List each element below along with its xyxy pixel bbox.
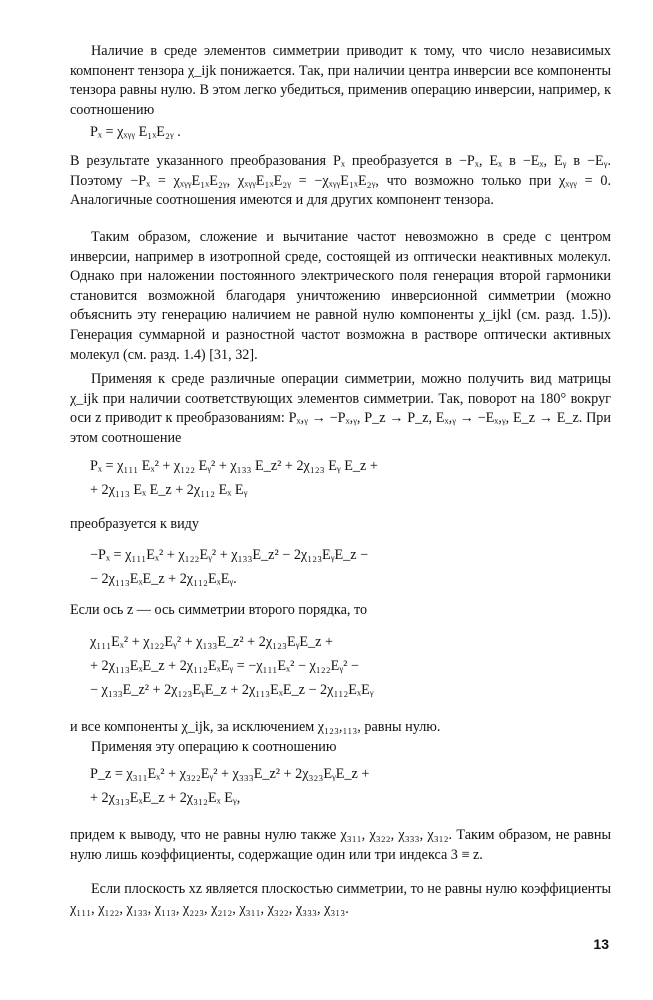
paragraph-rotation: Применяя к среде различные операции симметрии, можно получить вид матрицы χ_ijk при наличии соответствующих элементов симметрии. Так, поворот на 180° вокруг оси z приводит к преобразованиям: Pₓ,ᵧ → −Pₓ,ᵧ, P_z → P_z, Eₓ,ᵧ → −Eₓ,ᵧ, E_z → E_z. При этом соотношение [70,371,611,446]
equation-line: Pₓ = χ₁₁₁ Eₓ² + χ₁₂₂ Eᵧ² + χ₁₃₃ E_z² + 2χ₁₂₃ Eᵧ E_z + [90,458,378,474]
equation-line: + 2χ₁₁₃EₓE_z + 2χ₁₁₂EₓEᵧ = −χ₁₁₁Eₓ² − χ₁₂₂Eᵧ² − [90,658,359,674]
equation-line: − 2χ₁₁₃EₓE_z + 2χ₁₁₂EₓEᵧ. [90,571,237,587]
paragraph-frequency-mixing: Таким образом, сложение и вычитание частот невозможно в среде с центром инверсии, например в изотропной среде, состоящей из оптически неактивных молекул. Однако при наложении постоянного электрического поля генерация второй гармоники становится возможной благодаря уничтожению инверсионной симметрии (можно объяснить эту генерацию наличием не равной нулю компоненты χ_ijkl (см. разд. 1.5)). Генерация суммарной и разностной частот возможна в растворе оптически активных молекул (см. разд. 1.4) [31, 32]. [70,229,611,363]
paragraph-xz-plane: Если плоскость xz является плоскостью симметрии, то не равны нулю коэффициенты χ₁₁₁, χ₁₂₂, χ₁₃₃, χ₁₁₃, χ₂₂₃, χ₂₁₂, χ₃₁₁, χ₃₂₂, χ₃₃₃, χ₃₁₃. [70,881,611,917]
paragraph-all-components: и все компоненты χ_ijk, за исключением χ₁₂₃,₁₁₃, равны нулю. [70,719,441,735]
paragraph-apply-operation: Применяя эту операцию к соотношению [91,739,337,755]
equation-minus-px [90,543,610,591]
equation-line: + 2χ₁₁₃ Eₓ E_z + 2χ₁₁₂ Eₓ Eᵧ [90,482,248,498]
equation-line: + 2χ₃₁₃EₓE_z + 2χ₃₁₂Eₓ Eᵧ, [90,790,241,806]
equation-px [90,120,610,144]
paragraph-transforms-to: преобразуется к виду [70,516,199,532]
page-number: 13 [593,936,609,952]
equation-px-full [90,454,610,502]
paragraph-inversion-result: В результате указанного преобразования Pₓ преобразуется в −Pₓ, Eₓ в −Eₓ, Eᵧ в −Eᵧ. Поэтому −Pₓ = χₓᵧᵧE₁ₓE₂ᵧ, χₓᵧᵧE₁ₓE₂ᵧ = −χₓᵧᵧE₁ₓE₂ᵧ, что возможно только при χₓᵧᵧ = 0. Аналогичные соотношения имеются и для других компонент тензора. [70,153,611,209]
equation-line: χ₁₁₁Eₓ² + χ₁₂₂Eᵧ² + χ₁₃₃E_z² + 2χ₁₂₃EᵧE_z + [90,634,333,650]
equation-line: −Pₓ = χ₁₁₁Eₓ² + χ₁₂₂Eᵧ² + χ₁₃₃E_z² − 2χ₁₂₃EᵧE_z − [90,547,369,563]
paragraph-conclusion: придем к выводу, что не равны нулю также χ₃₁₁, χ₃₂₂, χ₃₃₃, χ₃₁₂. Таким образом, не равны нулю лишь коэффициенты, содержащие один или три индекса 3 ≡ z. [70,827,611,863]
equation-line: P_z = χ₃₁₁Eₓ² + χ₃₂₂Eᵧ² + χ₃₃₃E_z² + 2χ₃₂₃EᵧE_z + [90,766,370,782]
paragraph-symmetry-intro: Наличие в среде элементов симметрии приводит к тому, что число независимых компонент тензора χ_ijk понижается. Так, при наличии центра инверсии все компоненты тензора равны нулю. В этом легко убедиться, применив операцию инверсии, например, к соотношению [70,43,611,118]
equation-symmetry-condition [90,630,610,702]
equation-pz [90,762,610,810]
paragraph-second-order-axis: Если ось z — ось симметрии второго порядка, то [70,602,368,618]
equation-line: − χ₁₃₃E_z² + 2χ₁₂₃EᵧE_z + 2χ₁₁₃EₓE_z − 2χ₁₁₂EₓEᵧ [90,682,374,698]
equation-line: Pₓ = χₓᵧᵧ E₁ₓE₂ᵧ . [90,124,181,140]
